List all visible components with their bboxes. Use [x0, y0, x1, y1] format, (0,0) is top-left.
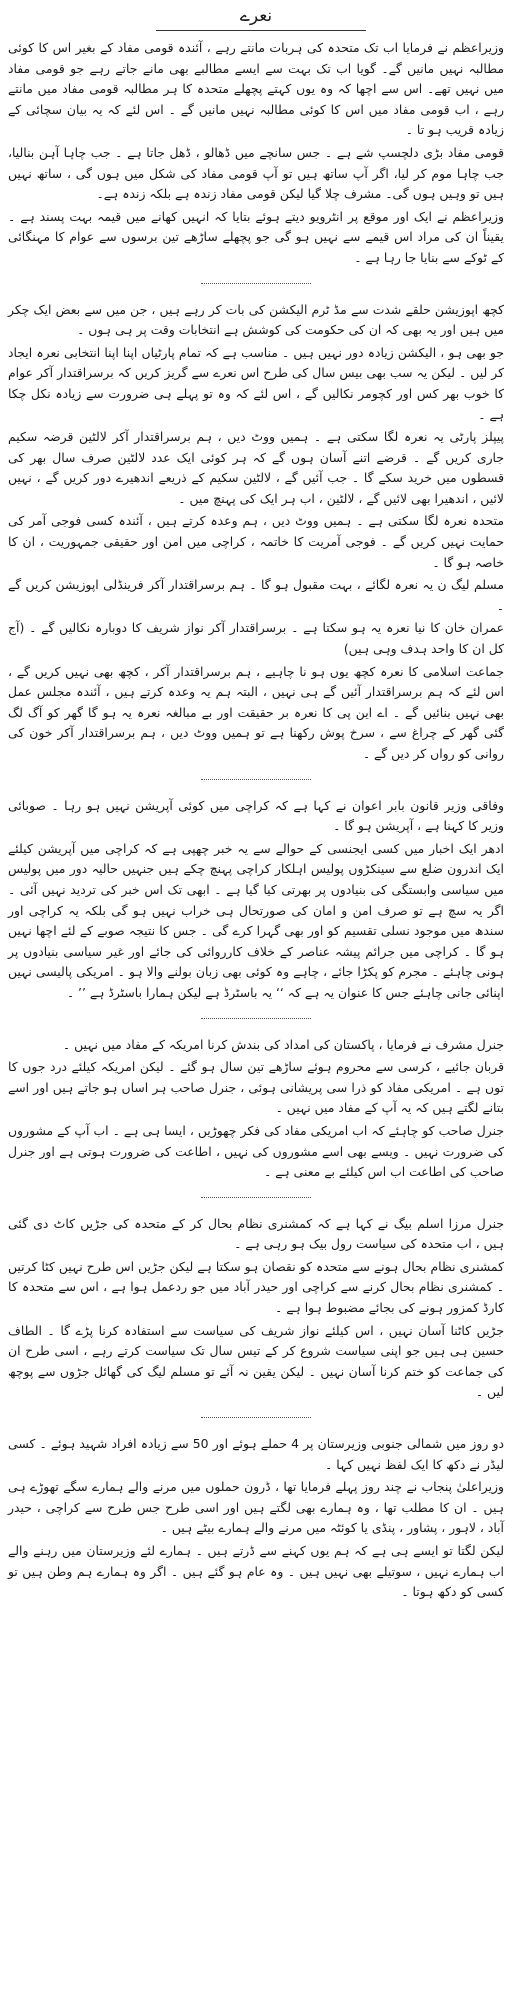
- paragraph: کمشنری نظام بحال ہونے سے متحدہ کو نقصان ہو سکتا ہے لیکن جڑیں اس طرح نہیں کٹا کرتیں ۔ کمشنری نظام بحال کرنے سے کراچی اور حیدر آباد میں جو ردعمل ہوا ہے ، اس سے متحدہ کا کارڈ کمزور ہونے کی بجائے مضبوط ہوا ہے ۔: [8, 1258, 504, 1316]
- title-underline: [156, 30, 366, 31]
- section-divider: [201, 779, 311, 780]
- paragraph: مسلم لیگ ن یہ نعرہ لگائے ، بہت مقبول ہو گا ۔ ہم برسراقتدار آکر فرینڈلی اپوزیشن کریں گے ۔: [8, 577, 504, 613]
- column-section-2: [8, 300, 504, 765]
- paragraph: قومی مفاد بڑی دلچسپ شے ہے ۔ جس سانچے میں ڈھالو ، ڈھل جاتا ہے ۔ جب چاہا آہن بنالیا، جب چاہا موم کر لیا، اگر آپ ساتھ ہیں تو آپ قومی مفاد کی شکل میں ہوں گی ، ساتھ نہیں ہیں تو وہیں ہوں گی۔ مشرف چلا گیا لیکن قومی مفاد زندہ ہے بلکہ زندہ ہے۔: [8, 144, 504, 202]
- paragraph: دو روز میں شمالی جنوبی وزیرستان پر 4 حملے ہوئے اور 50 سے زیادہ افراد شہید ہوئے ۔ کسی لیڈر نے دکھ کا ایک لفظ نہیں کہا ۔: [8, 1436, 504, 1472]
- column-section-1: [8, 38, 504, 269]
- paragraph: جڑیں کاٹنا آسان نہیں ، اس کیلئے نواز شریف کی سیاست سے استفادہ کرنا پڑے گا ۔ الطاف حسین ہی ہیں جو اپنی سیاست شروع کر کے تیس سال تک سیاست کرتے رہے ، اسی طرح ان کی جماعت کو ختم کرنا آسان نہیں ۔ لیکن یقین نہ آئے تو مسلم لیگ کی گھائل جڑوں سے پوچھ لیں ۔: [8, 1322, 504, 1400]
- paragraph: وزیراعظم نے ایک اور موقع پر انٹرویو دیتے ہوئے بتایا کہ انہیں کھانے میں قیمہ بہت پسند ہے ۔ یقیناً ان کی مراد اس قیمے سے نہیں ہو گی جو پچھلے ساڑھے تین برسوں سے عوام کا مہنگائی کے ٹوکے سے بنایا جا رہا ہے ۔: [8, 208, 504, 265]
- paragraph: جماعت اسلامی کا نعرہ کچھ یوں ہو نا چاہیے ، ہم برسراقتدار آکر ، کچھ بھی نہیں کریں گے ، اس لئے کہ ہم برسراقتدار آئیں گے ہی نہیں ، البتہ ہم یہ وعدہ کرتے ہیں ، آئندہ مجلس عمل بھی نہیں بنائیں گے ۔ اے این پی کا نعرہ بر حقیقت اور بے مبالغہ نعرہ یہ ہو گا گھر کو آگ لگ گئی گھر کے چراغ سے ، سرخ پوش رکھنا ہے تو ہمیں ووٹ دیں ، ہم برسراقتدار آکر خون کی روانی کو رواں کر دیں گے ۔: [8, 663, 504, 761]
- column-section-3: [8, 796, 504, 1004]
- paragraph: لیکن لگتا تو ایسے ہی ہے کہ ہم یوں کہنے سے ڈرتے ہیں ۔ ہمارے لئے وزیرستان میں رہنے والے اب ہمارے نہیں ، سوتیلے بھی نہیں ہیں ۔ وہ عام ہو گئے ہیں ۔ اگر وہ ہمارے ہم وطن ہیں تو کسی کو دکھ ہوتا ۔: [8, 1543, 504, 1600]
- paragraph: جو بھی ہو ، الیکشن زیادہ دور نہیں ہیں ۔ مناسب ہے کہ تمام پارٹیاں اپنا اپنا انتخابی نعرہ ایجاد کر لیں ۔ لیکن یہ سب بھی بیس سال کی طرح اس نعرے سے گریز کریں کہ برسراقتدار آکر عوام کا خوب بھر کس اور کچومر نکالیں گے ، اس لئے کہ وہ تو پہلے ہی ضرورت سے زیادہ نکل چکا ہے ۔: [8, 344, 504, 422]
- column-section-4: [8, 1035, 504, 1183]
- paragraph: قربان جائیے ، کرسی سے محروم ہوئے ساڑھے تین سال ہو گئے ۔ لیکن امریکہ کیلئے درد جوں کا توں ہے ۔ امریکی مفاد کو ذرا سی پریشانی ہوئی ، جنرل صاحب ہر اساں ہو جاتے ہیں اور اسے بتانے لگتے ہیں کہ یہ آپ کے مفاد میں نہیں ۔: [8, 1059, 504, 1116]
- paragraph: وزیراعظم نے فرمایا اب تک متحدہ کی ہربات مانتے رہے ، آئندہ قومی مفاد کے بغیر اس کا کوئی مطالبہ نہیں مانیں گے۔ گویا اب تک بہت سے ایسے مطالبے بھی مانے جاتے رہے جو قومی مفاد میں نہیں تھے۔ اس سے اچھا کہ وہ یوں کہتے پچھلے متحدہ کا ہر مطالبہ قومی مفاد میں مانتے رہے ، اب قومی مفاد میں اس کا کوئی مطالبہ نہیں مانیں گے ۔ اس لئے کہ یہ بیان سچائی کے زیادہ قریب ہو تا ۔: [8, 40, 504, 138]
- paragraph: جنرل صاحب کو چاہئے کہ اب امریکی مفاد کی فکر چھوڑیں ، ایسا ہی ہے ۔ اب آپ کے مشوروں کی ضرورت نہیں ۔ ویسے بھی اسے مشوروں کی نہیں ، اطاعت کی ضرورت ہوتی ہے اور جنرل صاحب کی اطاعت اب اس کیلئے بے معنی ہے ۔: [8, 1122, 504, 1180]
- section-divider: [201, 1197, 311, 1198]
- section-divider: [201, 1018, 311, 1019]
- paragraph: جنرل مرزا اسلم بیگ نے کہا ہے کہ کمشنری نظام بحال کر کے متحدہ کی جڑیں کاٹ دی گئی ہیں ، اب متحدہ کی سیاست رول بیک ہو رہی ہے ۔: [8, 1215, 504, 1252]
- paragraph: پیپلز پارٹی یہ نعرہ لگا سکتی ہے ۔ ہمیں ووٹ دیں ، ہم برسراقتدار آکر لالٹین قرضہ سکیم جاری کریں گے ۔ قرضے اتنے آسان ہوں گے کہ ہر کوئی ایک عدد لالٹین صرف سال بھر کی قسطوں میں خرید سکے گا ۔ جب آئیں گے ، لالٹین سکیم کے ذریعے اندھیرے دور کریں گے ، نہیں لائیں ، اندھیرا بھی لائیں گے ، لالٹین ، اب ہر ایک کی پہنچ میں ۔: [8, 429, 504, 506]
- paragraph: متحدہ نعرہ لگا سکتی ہے ۔ ہمیں ووٹ دیں ، ہم وعدہ کرتے ہیں ، آئندہ کسی فوجی آمر کی حمایت نہیں کریں گے ۔ فوجی آمریت کا خاتمہ ، کراچی میں امن اور حقیقی جمہوریت ، ان کا خاصہ ہو گا ۔: [8, 513, 504, 570]
- paragraph: ادھر ایک اخبار میں کسی ایجنسی کے حوالے سے یہ خبر چھپی ہے کہ کراچی میں آپریشن کیلئے ایک اندرون ضلع سے سینکڑوں پولیس اہلکار کراچی پہنچ چکے ہیں جنہیں حالیہ دور میں پولیس میں سیاسی وابستگی کی بنیادوں پر بھرتی کیا گیا ہے ۔ ابھی تک اس خبر کی تردید نہیں آئی ۔ اگر یہ سچ ہے تو صرف امن و امان کی صورتحال ہی خراب نہیں ہو گی بلکہ یہ کراچی اور سندھ میں موجود نسلی تقسیم کو اور بھی گہرا کرے گی ۔ جس کا نتیجہ صوبے کے لئے اچھا نہیں ہو گا ۔ کراچی میں جرائم پیشہ عناصر کے خلاف کارروائی کی جائے اور غیر سیاسی بنیادوں پر ہونی چاہئے ۔ مجرم کو پکڑا جائے ، چاہے وہ کوئی بھی زبان بولنے والا ہو ۔ امریکی پالیسی نہیں اپنائی جانی چاہئے جس کا عنوان یہ ہے کہ ‘‘ یہ باسٹرڈ ہے لیکن ہمارا باسٹرڈ ہے ’’ ۔: [8, 840, 504, 1000]
- column-section-5: [8, 1214, 504, 1403]
- section-divider: [201, 1417, 311, 1418]
- paragraph: جنرل مشرف نے فرمایا ، پاکستان کی امداد کی بندش کرنا امریکہ کے مفاد میں نہیں ۔: [62, 1036, 504, 1052]
- paragraph: وفاقی وزیر قانون بابر اعوان نے کہا ہے کہ کراچی میں کوئی آپریشن نہیں ہو رہا ۔ صوبائی وزیر کا کہنا ہے ، آپریشن ہو گا ۔: [8, 797, 504, 834]
- paragraph: وزیراعلیٰ پنجاب نے چند روز پہلے فرمایا تھا ، ڈرون حملوں میں مرنے والے ہمارے سگے تھوڑے ہی ہیں ۔ ان کا مطلب تھا ، وہ ہمارے بھی لگتے ہیں اور اسی طرح جس طرح سے کراچی ، حیدر آباد ، لاہور ، پشاور ، پنڈی یا کوئٹہ میں مرنے والے ہمارے بیٹے ہیں ۔: [8, 1479, 504, 1536]
- section-divider: [201, 283, 311, 284]
- column-section-6: [8, 1434, 504, 1603]
- paragraph: کچھ اپوزیشن حلقے شدت سے مڈ ٹرم الیکشن کی بات کر رہے ہیں ، جن میں سے بعض ایک چکر میں ہیں اور یہ بھی کہ ان کی حکومت کی کوشش ہے انتخابات وقت پر ہی ہوں ۔: [8, 301, 504, 338]
- paragraph: عمران خان کا نیا نعرہ یہ ہو سکتا ہے ۔ برسراقتدار آکر نواز شریف کا دوبارہ نکالیں گے ۔ (آج کل ان کا واحد ہدف وہی ہیں): [8, 620, 504, 657]
- article-title: نعرے: [239, 6, 273, 26]
- article-header: [8, 0, 504, 38]
